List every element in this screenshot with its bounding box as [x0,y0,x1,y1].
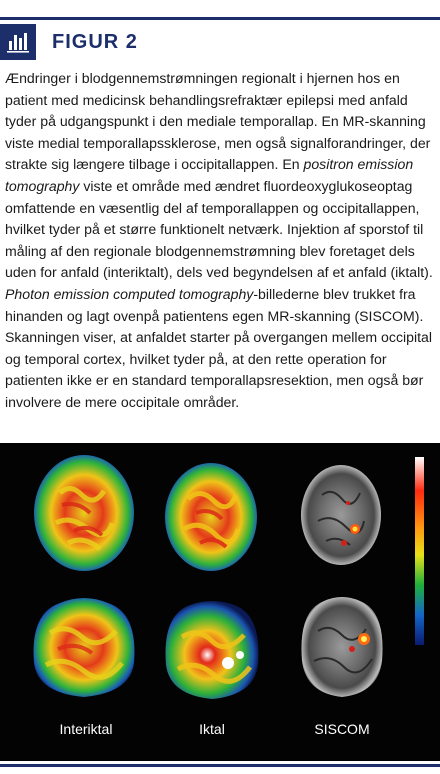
panel-label-siscom: SISCOM [314,721,370,737]
caption-text-3: -billederne blev trukket fra hinanden og lagt ovenpå patientens egen MR-skanning (SISCOM). Skanningen viser, at anfaldet starter på overgangen mellem occipital og temporal cortex, hvilket tyder på, at den rette operation for patienten ikke er en standard temporallapsresektion, men også bør involvere de mere occipitale områder. [5,285,432,410]
color-scale-bar [415,457,424,645]
iktal-axial-scan [165,463,257,571]
caption-italic-2: Photon emission computed tomography [5,285,254,302]
iktal-coronal-scan [166,601,259,699]
bar-chart-icon [0,24,36,60]
top-rule [0,17,440,20]
siscom-coronal-scan [301,597,382,697]
caption-text-2: viste et område med ændret fluordeoxyglukoseoptag omfattende en væsentlig del af temporallappen og occipitallappen, hvilket tyder på et større funktionelt netværk. Injektion af sporstof til måling af den regionale blodgennemstrømning blev foretaget dels uden for anfald (interiktalt), dels ved begyndelsen af et anfald (iktalt). [5,177,433,281]
caption-italic-1: positron emission tomography [5,156,414,194]
figure-caption [5,68,435,414]
siscom-axial-scan [301,465,381,565]
brain-scan-images [0,443,440,761]
interiktal-axial-scan [34,455,134,571]
caption-text-1: Ændringer i blodgennemstrømningen regionalt i hjernen hos en patient med medicinsk behandlingsrefraktær epilepsi med anfald tyder på udgangspunkt i den mediale temporallap. En MR-skanning viste medial temporallapssklerose, men også signalforandringer, der strakte sig længere tilbage i occipitallappen. En [5,70,431,173]
bottom-rule [0,764,440,767]
figure-header [0,24,440,62]
figure-label: FIGUR 2 [52,31,138,53]
interiktal-coronal-scan [34,598,135,697]
panel-label-iktal: Iktal [199,721,225,737]
panel-label-interiktal: Interiktal [59,721,113,737]
brain-scan-figure [0,443,440,761]
